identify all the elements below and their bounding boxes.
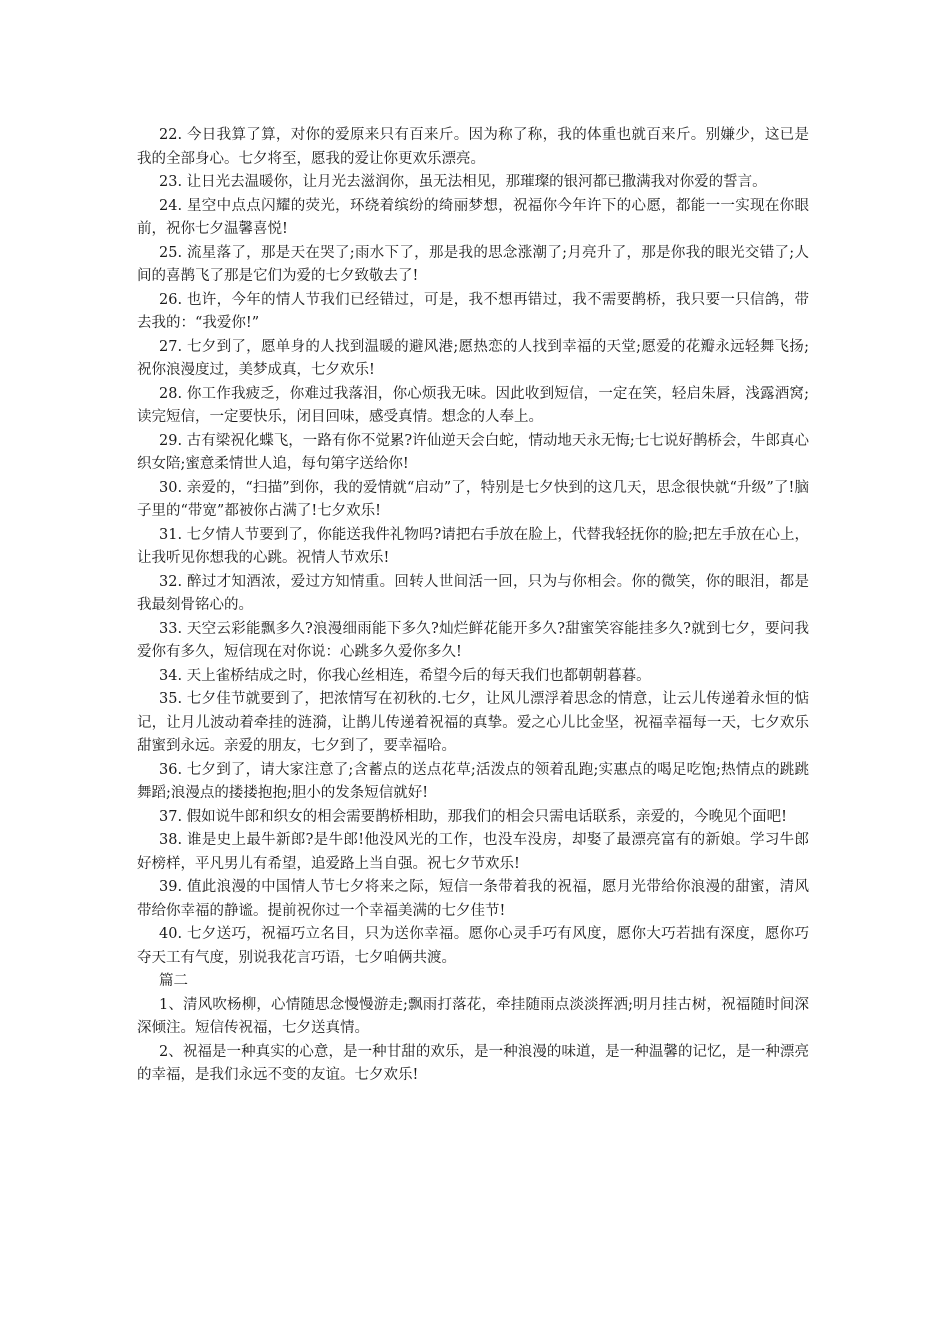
section-paragraph-2: 2、祝福是一种真实的心意，是一种甘甜的欢乐，是一种浪漫的味道，是一种温馨的记忆，是一种漂亮的幸福，是我们永远不变的友谊。七夕欢乐! bbox=[137, 1043, 809, 1083]
paragraph-30: 30. 亲爱的，“扫描”到你，我的爱情就“启动”了，特别是七夕快到的这几天，思念很快就“升级”了!脑子里的“带宽”都被你占满了!七夕欢乐! bbox=[137, 479, 809, 519]
paragraph-26: 26. 也许，今年的情人节我们已经错过，可是，我不想再错过，我不需要鹊桥，我只要一只信鸽，带去我的：“我爱你!” bbox=[137, 291, 809, 331]
paragraph-37: 37. 假如说牛郎和织女的相会需要鹊桥相助，那我们的相会只需电话联系，亲爱的，今晚见个面吧! bbox=[159, 808, 787, 825]
paragraph-32: 32. 醉过才知酒浓，爱过方知情重。回转人世间活一回，只为与你相会。你的微笑，你的眼泪，都是我最刻骨铭心的。 bbox=[137, 573, 809, 613]
paragraph-22: 22. 今日我算了算，对你的爱原来只有百来斤。因为称了称，我的体重也就百来斤。别嫌少，这已是我的全部身心。七夕将至，愿我的爱让你更欢乐漂亮。 bbox=[137, 127, 809, 167]
paragraph-25: 25. 流星落了，那是天在哭了;雨水下了，那是我的思念涨潮了;月亮升了，那是你我的眼光交错了;人间的喜鹊飞了那是它们为爱的七夕致敬去了! bbox=[137, 244, 809, 284]
paragraph-24: 24. 星空中点点闪耀的荧光，环绕着缤纷的绮丽梦想，祝福你今年许下的心愿，都能一一实现在你眼前，祝你七夕温馨喜悦! bbox=[137, 197, 809, 237]
paragraph-31: 31. 七夕情人节要到了，你能送我件礼物吗?请把右手放在脸上，代替我轻抚你的脸;把左手放在心上，让我听见你想我的心跳。祝情人节欢乐! bbox=[137, 526, 809, 566]
document-body bbox=[137, 124, 809, 1088]
paragraph-38: 38. 谁是史上最牛新郎?是牛郎!他没风光的工作，也没车没房，却娶了最漂亮富有的新娘。学习牛郎好榜样，平凡男儿有希望，追爱路上当自强。祝七夕节欢乐! bbox=[137, 832, 809, 872]
paragraph-29: 29. 古有梁祝化蝶飞，一路有你不觉累?许仙逆天会白蛇，情动地天永无悔;七七说好鹊桥会，牛郎真心织女陪;蜜意柔情世人追，每句第字送给你! bbox=[137, 432, 809, 472]
section-paragraph-1: 1、清风吹杨柳，心情随思念慢慢游走;飘雨打落花，牵挂随雨点淡淡挥洒;明月挂古树，祝福随时间深深倾注。短信传祝福，七夕送真情。 bbox=[137, 996, 809, 1036]
paragraph-27: 27. 七夕到了，愿单身的人找到温暖的避风港;愿热恋的人找到幸福的天堂;愿爱的花瓣永远轻舞飞扬;祝你浪漫度过，美梦成真，七夕欢乐! bbox=[137, 338, 809, 378]
paragraph-28: 28. 你工作我疲乏，你难过我落泪，你心烦我无味。因此收到短信，一定在笑，轻启朱唇，浅露酒窝;读完短信，一定要快乐，闭目回味，感受真情。想念的人奉上。 bbox=[137, 385, 809, 425]
paragraph-35: 35. 七夕佳节就要到了，把浓情写在初秋的.七夕，让风儿漂浮着思念的情意，让云儿传递着永恒的惦记，让月儿波动着牵挂的涟漪，让鹊儿传递着祝福的真挚。爱之心儿比金坚，祝福幸福每一天，七夕欢乐甜蜜到永远。亲爱的朋友，七夕到了，要幸福哈。 bbox=[137, 691, 809, 754]
paragraph-34: 34. 天上雀桥结成之时，你我心丝相连，希望今后的每天我们也都朝朝暮暮。 bbox=[159, 667, 651, 684]
paragraph-36: 36. 七夕到了，请大家注意了;含蓄点的送点花草;活泼点的领着乱跑;实惠点的喝足吃饱;热情点的跳跳舞蹈;浪漫点的搂搂抱抱;胆小的发条短信就好! bbox=[137, 761, 809, 801]
section-heading: 篇二 bbox=[159, 973, 188, 989]
paragraph-23: 23. 让日光去温暖你，让月光去滋润你，虽无法相见，那璀璨的银河都已撒满我对你爱的誓言。 bbox=[159, 174, 767, 190]
paragraph-33: 33. 天空云彩能飘多久?浪漫细雨能下多久?灿烂鲜花能开多久?甜蜜笑容能挂多久?就到七夕，要问我爱你有多久，短信现在对你说：心跳多久爱你多久! bbox=[137, 620, 809, 660]
paragraph-40: 40. 七夕送巧，祝福巧立名目，只为送你幸福。愿你心灵手巧有风度，愿你大巧若拙有深度，愿你巧夺天工有气度，别说我花言巧语，七夕咱俩共渡。 bbox=[137, 926, 809, 966]
paragraph-39: 39. 值此浪漫的中国情人节七夕将来之际，短信一条带着我的祝福，愿月光带给你浪漫的甜蜜，清风带给你幸福的静谧。提前祝你过一个幸福美满的七夕佳节! bbox=[137, 879, 809, 919]
